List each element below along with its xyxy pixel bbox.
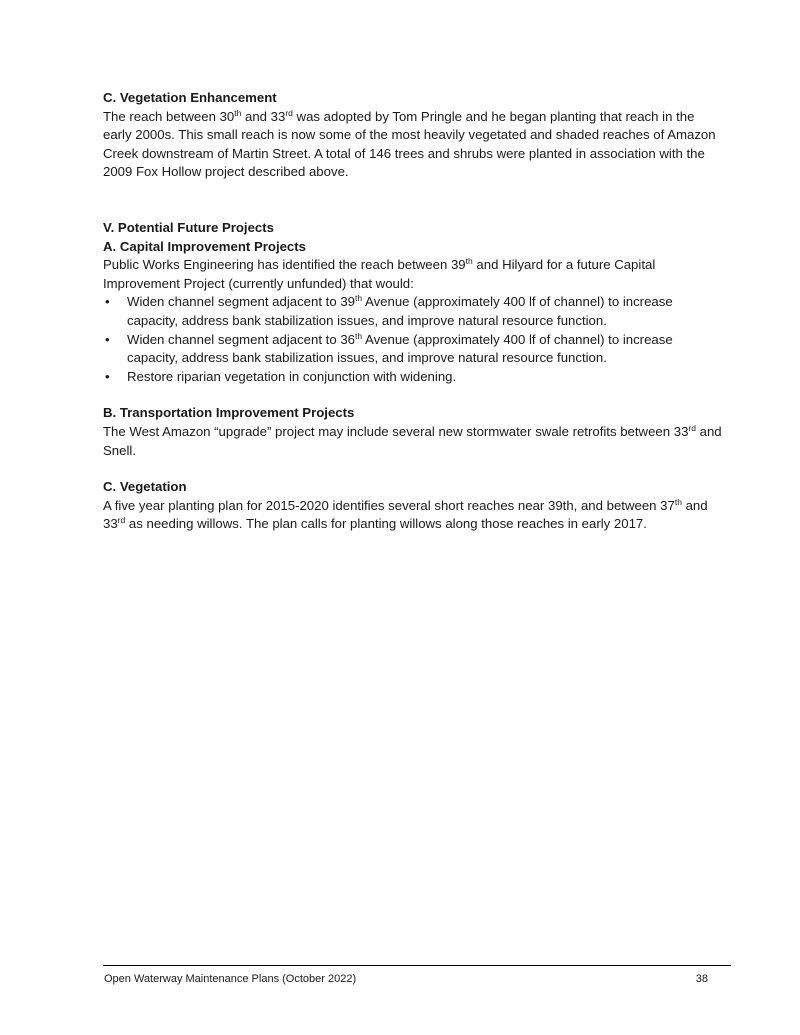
bullet-icon: • [105,368,110,384]
bullet-icon: • [105,294,110,310]
text-run: The West Amazon “upgrade” project may include several new stormwater swale retrofits between 33 [103,423,689,439]
bullet-list-capital-improvement [103,293,723,386]
superscript: th [355,330,363,341]
bullet-icon: • [105,331,110,347]
section-heading-potential-future-projects: V. Potential Future Projects [103,219,274,235]
footer-title: Open Waterway Maintenance Plans (October 2022) [104,973,357,985]
superscript: th [355,293,363,304]
page-footer [104,972,708,986]
subsection-heading-transportation: B. Transportation Improvement Projects [103,405,355,421]
paragraph-transportation [103,423,723,460]
text-run: The reach between 30 [103,108,235,124]
text-run: A five year planting plan for 2015-2020 identifies several short reaches near 39th, and between 37 [103,497,675,513]
section-heading-vegetation-enhancement: C. Vegetation Enhancement [103,90,277,105]
text-run: as needing willows. The plan calls for planting willows along those reaches in early 2017. [125,516,647,532]
superscript: rd [117,515,126,526]
list-item [103,293,723,330]
text-run: Restore riparian vegetation in conjunction with widening. [127,368,457,384]
paragraph-vegetation-enhancement [103,108,723,182]
subsection-heading-vegetation: C. Vegetation [103,479,187,495]
text-run: and 33 [241,108,286,124]
superscript: th [234,107,242,118]
superscript: rd [688,422,696,433]
superscript: rd [285,107,293,118]
text-run: and 33 [103,497,708,532]
text-run: Avenue (approximately 400 lf of channel) to increase capacity, address bank stabilization issues, and improve natural resource function. [127,331,673,366]
paragraph-capital-improvement-intro [103,256,723,293]
text-run: and Hilyard for a future Capital Improvement Project (currently unfunded) that would: [103,257,656,291]
paragraph-vegetation [103,497,723,534]
text-run: Widen channel segment adjacent to 39 [127,294,355,310]
superscript: th [674,496,682,507]
text-run: Widen channel segment adjacent to 36 [127,331,355,347]
text-run: and Snell. [103,423,722,458]
superscript: th [465,256,473,267]
list-item [103,368,723,387]
text-run: was adopted by Tom Pringle and he began planting that reach in the early 2000s. This small reach is now some of the most heavily vegetated and shaded reaches of Amazon Creek downstream of Martin Street. A total of 146 trees and shrubs were planted in association with the 2009 Fox Hollow project described above. [103,108,716,180]
list-item [103,331,723,368]
text-run: Avenue (approximately 400 lf of channel) to increase capacity, address bank stabilization issues, and improve natural resource function. [127,294,673,328]
footer-divider [103,965,731,966]
document-body [103,89,723,534]
subsection-heading-capital-improvement: A. Capital Improvement Projects [103,238,306,254]
text-run: Public Works Engineering has identified the reach between 39 [103,257,466,273]
page-number: 38 [695,973,708,985]
